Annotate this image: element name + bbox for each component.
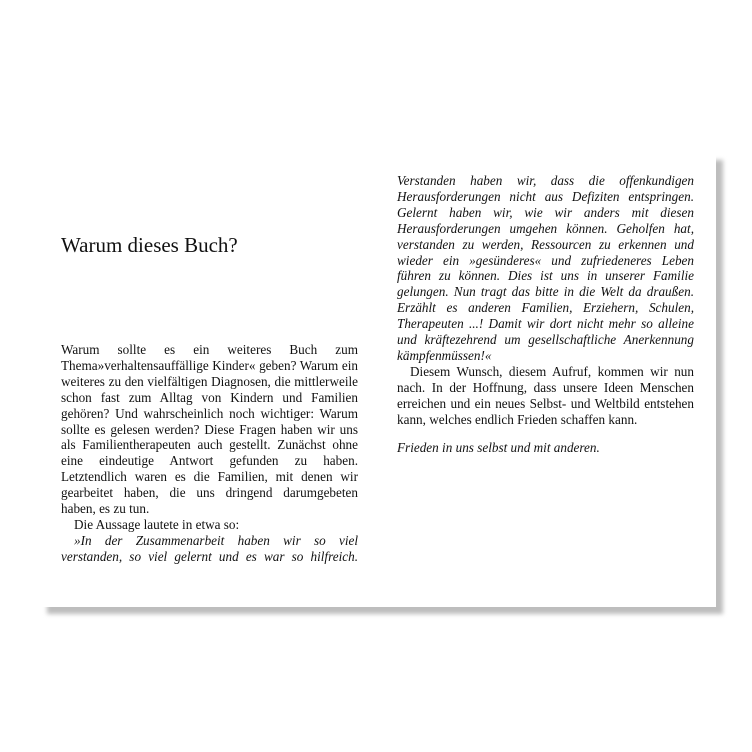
- intro-paragraph: Warum sollte es ein weiteres Buch zum Thema»verhaltensauffällige Kinder« geben? Warum ein weiteres zu den vielfältigen Diagnosen, die mittlerweile schon fast zum Alltag von Kindern und Familien gehören? Und wahrscheinlich noch wichtiger: Warum sollte es gelesen werden? Diese Fragen haben wir uns als Familientherapeuten auch gestellt. Zunächst ohne eine eindeutige Antwort gefunden zu haben. Letztendlich waren es die Familien, mit denen wir gearbeitet haben, die uns dringend darumgebeten haben, es zu tun.: [61, 342, 358, 517]
- chapter-heading: Warum dieses Buch?: [61, 233, 238, 257]
- quote-paragraph-continued: Verstanden haben wir, dass die offenkundigen Herausforderungen nicht aus Defiziten entspringen. Gelernt haben wir, wie wir anders mit diesen Herausforderungen umgehen können. Geholfen hat, verstanden zu werden, Ressourcen zu erkennen und wieder ein »gesünderes« und zufriedeneres Leben führen zu können. Dies ist uns in unserer Familie gelungen. Nun tragt das bitte in die Welt da draußen. Erzählt es anderen Familien, Erziehern, Schulen, Therapeuten ...! Damit wir dort nicht mehr so alleine und kräftezehrend um gesellschaftliche Anerkennung kämpfenmüssen!«: [397, 173, 694, 363]
- statement-intro-paragraph: Die Aussage lautete in etwa so:: [74, 516, 240, 532]
- quote-paragraph-start: »In der Zusammenarbeit haben wir so viel verstanden, so viel gelernt und es war so hilfreich.: [61, 532, 358, 564]
- left-page-column: [61, 342, 358, 565]
- wish-paragraph: Diesem Wunsch, diesem Aufruf, kommen wir nun nach. In der Hoffnung, dass unsere Ideen Menschen erreichen und ein neues Selbst- und Weltbild entstehen kann, welches endlich Frieden schaffen kann.: [397, 363, 694, 427]
- closing-line: Frieden in uns selbst und mit anderen.: [397, 439, 600, 455]
- right-page-column: [397, 173, 694, 455]
